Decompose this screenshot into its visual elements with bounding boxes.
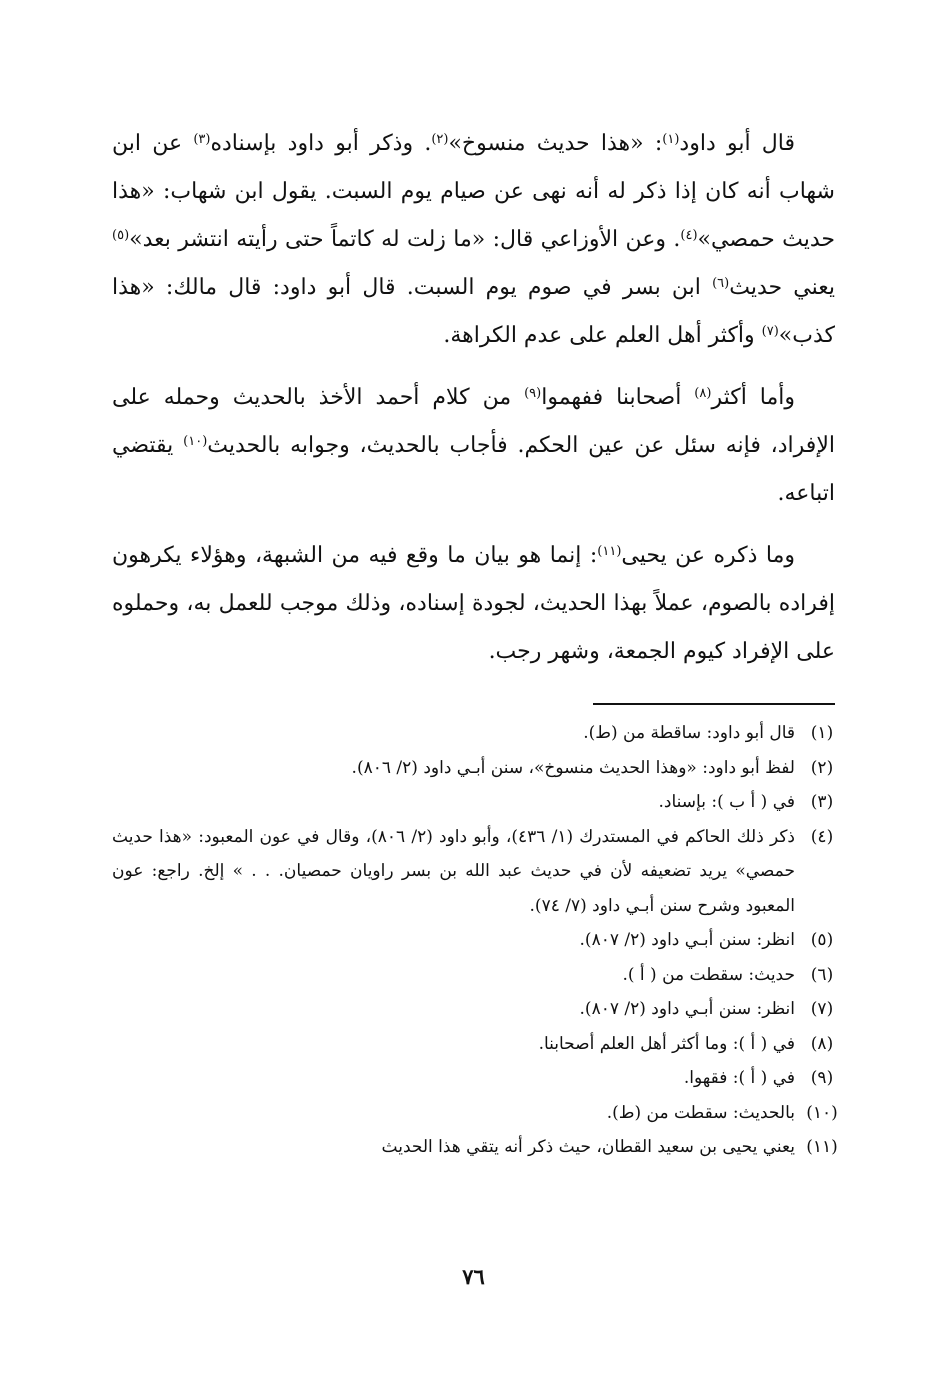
- footnote-item: [112, 785, 839, 820]
- text-run: : «هذا حديث منسوخ»: [448, 131, 663, 156]
- footnote-number: (٥): [810, 930, 834, 950]
- text-run: قال أبو داود: [679, 131, 796, 156]
- footnote-separator: [593, 703, 835, 705]
- text-run: وأكثر أهل العلم على عدم الكراهة.: [443, 323, 762, 348]
- footnote-reference: (٤): [680, 228, 698, 243]
- footnote-reference: (١١): [597, 544, 622, 559]
- footnote-text: في ( أ ب ): بإسناد.: [658, 792, 795, 812]
- paragraph-3: [112, 532, 835, 676]
- footnote-item: [112, 958, 839, 993]
- text-run: أصحابنا ففهموا: [541, 385, 695, 410]
- paragraph-2: [112, 374, 835, 518]
- paragraph-1: [112, 120, 835, 360]
- text-run: يعني حديث: [729, 275, 835, 300]
- text-run: وما ذكره عن يحيى: [621, 543, 796, 568]
- footnote-number: (٣): [810, 792, 834, 812]
- footnotes-list: [112, 716, 839, 1165]
- footnote-reference: (٧): [761, 324, 779, 339]
- footnote-number: (١١): [806, 1137, 838, 1157]
- footnote-reference: (٥): [112, 228, 130, 243]
- footnote-item: [112, 820, 839, 924]
- footnote-reference: (٣): [193, 132, 211, 147]
- main-text: [112, 120, 835, 690]
- footnote-text: لفظ أبو داود: «وهذا الحديث منسوخ»، سنن أبـي داود (٢/ ٨٠٦).: [351, 757, 795, 778]
- footnote-item: [112, 1096, 839, 1131]
- footnote-text: يعني يحيى بن سعيد القطان، حيث ذكر أنه يتقي هذا الحديث: [381, 1137, 795, 1157]
- text-run: . وذكر أبو داود بإسناده: [210, 131, 432, 156]
- text-run: من كلام أحمد الأخذ بالحديث وحمله على الإفراد، فإنه سئل عن عين الحكم. فأجاب بالحديث، وجوابه بالحديث: [112, 385, 835, 458]
- footnote-reference: (١٠): [183, 434, 208, 449]
- footnote-item: [112, 992, 839, 1027]
- text-run: يقتضي اتباعه.: [112, 433, 835, 506]
- text-run: . وعن الأوزاعي قال: «ما زلت له كاتماً حتى رأيته انتشر بعد»: [129, 227, 681, 252]
- footnote-text: انظر: سنن أبـي داود (٢/ ٨٠٧).: [579, 999, 795, 1019]
- footnote-reference: (١): [662, 132, 680, 147]
- footnote-reference: (٢): [431, 132, 449, 147]
- page-number: ٧٦: [462, 1264, 485, 1289]
- footnote-reference: (٩): [524, 386, 542, 401]
- footnote-number: (٢): [810, 757, 834, 778]
- footnote-item: [112, 751, 839, 786]
- footnote-number: (١٠): [806, 1102, 838, 1123]
- footnote-number: (٩): [810, 1068, 834, 1088]
- footnote-number: (٦): [810, 964, 834, 985]
- footnote-text: ذكر ذلك الحاكم في المستدرك (١/ ٤٣٦)، وأبو داود (٢/ ٨٠٦)، وقال في عون المعبود: «هذا حديث حمصي» يريد تضعيفه لأن في حديث عبد الله بن بسر راويان حمصيان. . . » إلخ. راجع: عون المعبود وشرح سنن أبـي داود (٧/ ٧٤).: [112, 826, 795, 916]
- footnote-number: (٧): [810, 999, 834, 1019]
- footnote-text: قال أبو داود: ساقطة من (ط).: [583, 723, 795, 743]
- footnote-number: (٤): [810, 826, 834, 847]
- footnote-text: في ( أ ): فقهوا.: [683, 1068, 795, 1088]
- footnote-item: [112, 1061, 839, 1096]
- footnote-reference: (٨): [694, 386, 712, 401]
- footnote-item: [112, 716, 839, 751]
- text-run: وأما أكثر: [711, 385, 795, 410]
- footnote-text: في ( أ ): وما أكثر أهل العلم أصحابنا.: [538, 1033, 795, 1054]
- footnote-reference: (٦): [712, 276, 730, 291]
- footnote-number: (١): [810, 723, 834, 743]
- footnote-text: انظر: سنن أبـي داود (٢/ ٨٠٧).: [579, 930, 795, 950]
- footnote-text: حديث: سقطت من ( أ ).: [622, 964, 795, 985]
- footnote-item: [112, 923, 839, 958]
- text-run: : إنما هو بيان ما وقع فيه من الشبهة، وهؤلاء يكرهون إفراده بالصوم، عملاً بهذا الحديث، لجودة إسناده، وذلك موجب للعمل به، وحملوه على الإفراد كيوم الجمعة، وشهر رجب.: [112, 543, 835, 664]
- footnote-number: (٨): [810, 1033, 834, 1054]
- footnote-text: بالحديث: سقطت من (ط).: [606, 1102, 795, 1123]
- footnote-item: [112, 1130, 839, 1165]
- footnote-item: [112, 1027, 839, 1062]
- text-run: عن ابن شهاب أنه كان إذا ذكر له أنه نهى عن صيام يوم السبت. يقول ابن شهاب: «هذا حديث حمصي»: [112, 131, 835, 252]
- text-run: ابن بسر في صوم يوم السبت. قال أبو داود: قال مالك: «هذا كذب»: [112, 275, 835, 348]
